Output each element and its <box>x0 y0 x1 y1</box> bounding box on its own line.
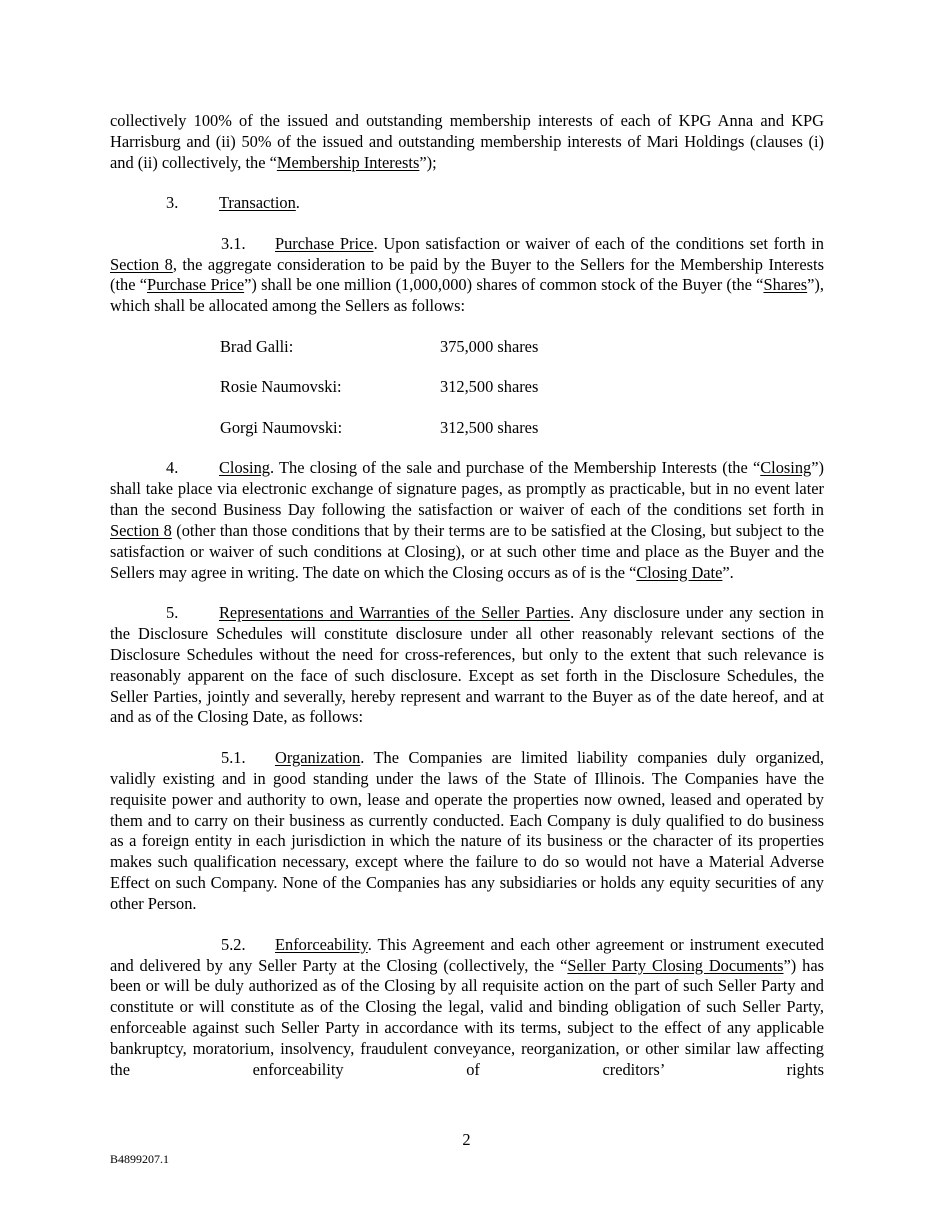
share-allocation-list <box>220 337 824 439</box>
section-title: Transaction <box>219 193 296 213</box>
defined-term: Purchase Price <box>147 275 245 295</box>
section-5 <box>110 603 824 728</box>
section-number: 5.1. <box>221 747 246 767</box>
paragraph-intro <box>110 111 824 174</box>
defined-term: Seller Party Closing Documents <box>567 955 784 975</box>
document-body <box>110 111 824 1081</box>
section-3-1 <box>110 234 824 318</box>
allocation-row <box>220 377 824 398</box>
seller-name: Brad Galli: <box>220 336 294 356</box>
section-5-1 <box>110 748 824 915</box>
document-id: B4899207.1 <box>110 1152 170 1166</box>
allocation-row <box>220 337 824 358</box>
seller-shares: 375,000 shares <box>440 336 539 356</box>
section-number: 4. <box>166 457 179 477</box>
text-run: , the aggregate consideration to be paid by the Buyer to the Sellers for the Membership Interests (the “ <box>110 254 824 295</box>
text-run: (other than those conditions that by their terms are to be satisfied at the Closing, but subject to the satisfaction or waiver of such conditions at Closing), or at such other time and place as the Buyer and the Sellers may agree in writing. The date on which the Closing occurs as of is the “ <box>110 520 824 582</box>
section-number: 3.1. <box>221 233 246 253</box>
section-number: 5. <box>166 602 179 622</box>
section-number: 5.2. <box>221 934 246 954</box>
text-run: ”); <box>419 152 437 172</box>
section-3-heading <box>110 193 824 214</box>
section-4 <box>110 458 824 583</box>
allocation-row <box>220 418 824 439</box>
text-run: . The Companies are limited liability companies duly organized, validly existing and in good standing under the laws of the State of Illinois. The Companies have the requisite power and authority to own, lease and operate the properties now owned, leased and operated by them and to carry on their business as currently conducted. Each Company is duly qualified to do business as a foreign entity in each jurisdiction in which the nature of its business or the character of its properties makes such qualification necessary, except where the failure to do so would not have a Material Adverse Effect on such Company. None of the Companies has any subsidiaries or holds any equity securities of any other Person. <box>110 747 824 914</box>
text-run: collectively 100% of the issued and outstanding membership interests of each of KPG Anna and KPG Harrisburg and (ii) 50% of the issued and outstanding membership interests of Mari Holdings (clauses (i) and (ii) collectively, the “ <box>110 111 824 172</box>
section-title: Organization <box>275 747 361 767</box>
text-run: . Any disclosure under any section in the Disclosure Schedules will constitute disclosure under all other reasonably relevant sections of the Disclosure Schedules without the need for cross-references, but only to the extent that such relevance is reasonably apparent on the face of such disclosure. Except as set forth in the Disclosure Schedules, the Seller Parties, jointly and severally, hereby represent and warrant to the Buyer as of the date hereof, and at and as of the Closing Date, as follows: <box>110 602 824 727</box>
text-run: ”) has been or will be duly authorized as of the Closing by all requisite action on the part of such Seller Party and constitute or will constitute as of the Closing the legal, valid and binding obligation of such Seller Party, enforceable against such Seller Party in accordance with its terms, subject to the effect of any applicable bankruptcy, moratorium, insolvency, fraudulent conveyance, reorganization, or other similar law affecting the enforceability of creditors’ rights <box>110 955 824 1080</box>
text-run: . The closing of the sale and purchase of the Membership Interests (the “ <box>270 457 761 477</box>
section-number: 3. <box>166 193 179 213</box>
seller-name: Gorgi Naumovski: <box>220 417 343 437</box>
section-title: Enforceability <box>275 934 368 954</box>
defined-term: Shares <box>763 275 808 295</box>
page-number: 2 <box>462 1130 471 1149</box>
defined-term: Membership Interests <box>276 152 420 172</box>
seller-shares: 312,500 shares <box>440 377 539 397</box>
cross-reference: Section 8 <box>110 254 173 274</box>
text-run: ”. <box>722 562 734 582</box>
seller-name: Rosie Naumovski: <box>220 377 342 397</box>
text-run: ”) shall take place via electronic exchange of signature pages, as promptly as practicable, but in no event later than the second Business Day following the satisfaction or waiver of each of the conditions set forth in <box>110 457 824 519</box>
defined-term: Closing Date <box>636 562 723 582</box>
seller-shares: 312,500 shares <box>440 417 539 437</box>
text-run: . This Agreement and each other agreement or instrument executed and delivered by any Seller Party at the Closing (collectively, the “ <box>110 934 824 975</box>
cross-reference: Section 8 <box>110 520 172 540</box>
text-run: . <box>295 193 300 213</box>
section-5-2 <box>110 935 824 1081</box>
section-title: Purchase Price <box>275 233 374 253</box>
text-run: . Upon satisfaction or waiver of each of the conditions set forth in <box>373 233 824 253</box>
section-title: Closing <box>219 457 271 477</box>
section-title: Representations and Warranties of the Seller Parties <box>219 602 571 622</box>
text-run: ”), which shall be allocated among the Sellers as follows: <box>110 275 824 316</box>
defined-term: Closing <box>760 457 812 477</box>
text-run: ”) shall be one million (1,000,000) shares of common stock of the Buyer (the “ <box>244 275 764 295</box>
